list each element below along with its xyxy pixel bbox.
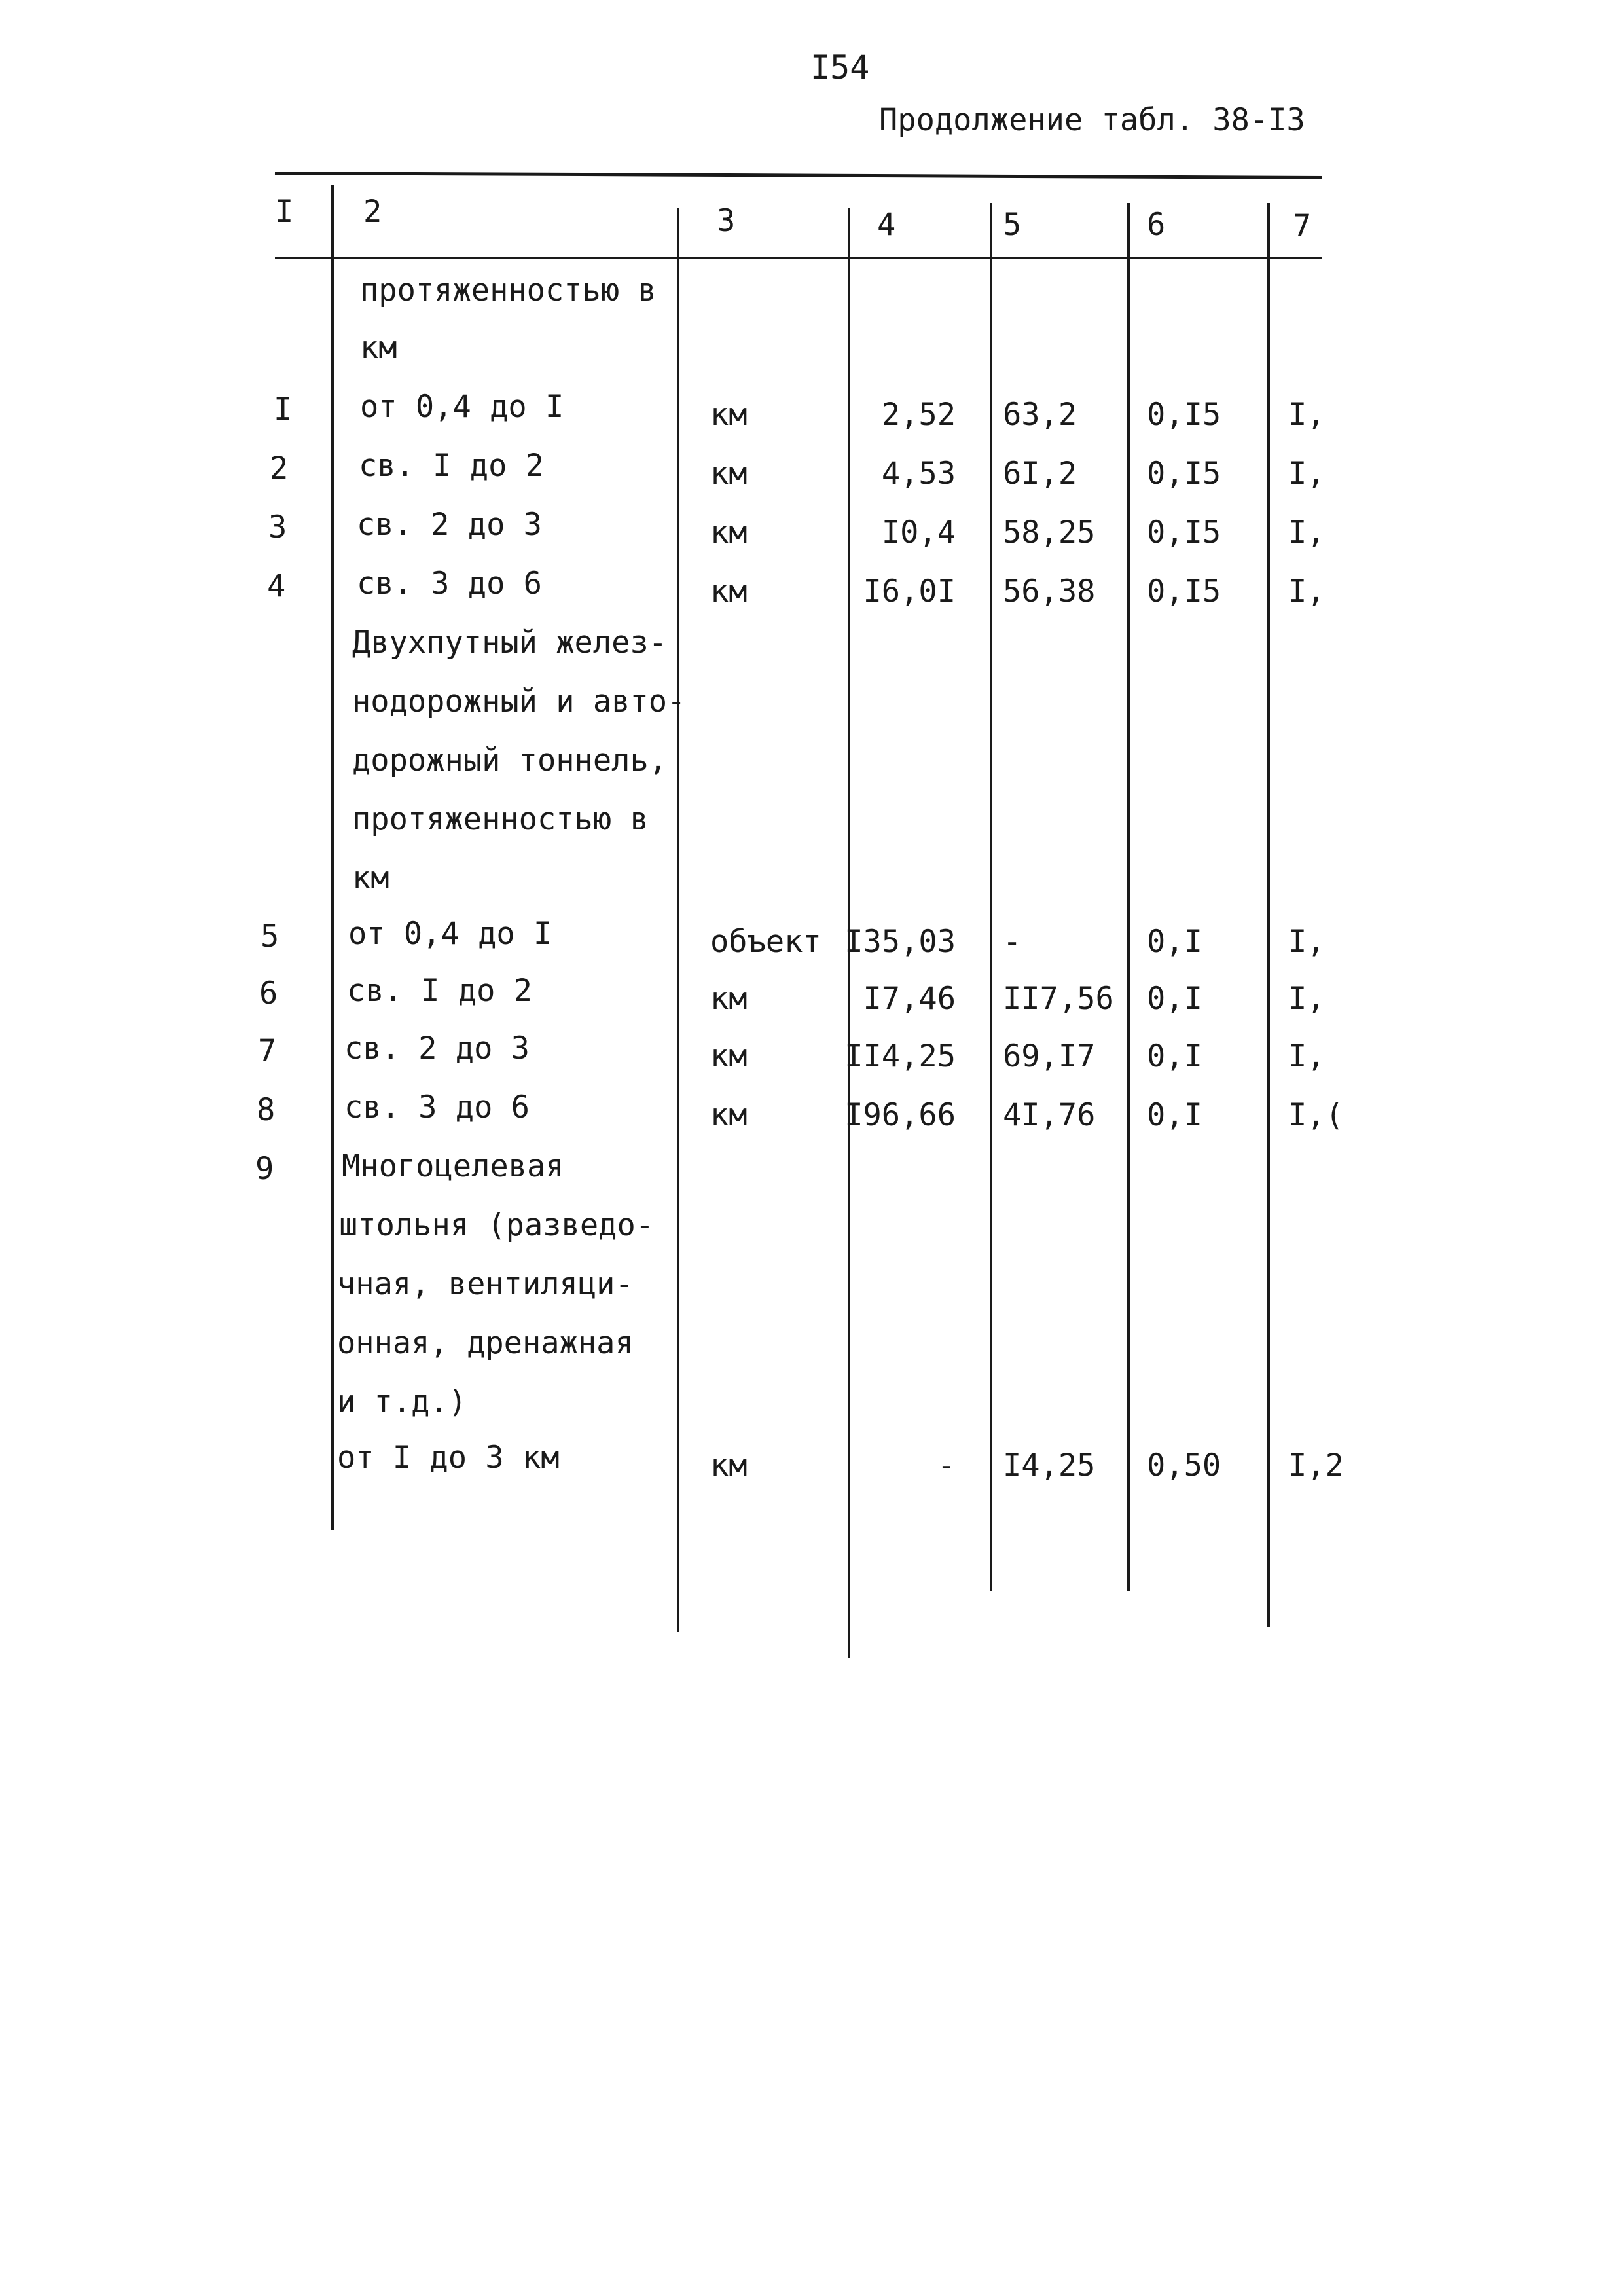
row-name: км [352,860,389,896]
row-name: протяженностью в [360,272,657,308]
cell-unit: км [710,574,748,610]
row-name: св. I до 2 [347,973,532,1009]
cell-c7: I, [1288,574,1326,610]
column-divider-1 [331,185,334,1530]
row-name: от 0,4 до I [348,916,552,952]
cell-unit: км [710,456,748,492]
cell-c6: 0,I [1147,981,1202,1017]
row-number: 9 [255,1151,274,1187]
cell-c5: I4,25 [1003,1448,1096,1484]
cell-c5: 58,25 [1003,515,1096,551]
cell-c4: II4,25 [844,1038,956,1074]
header-col-7: 7 [1293,208,1312,244]
row-number: 7 [258,1033,277,1069]
cell-c4: I35,03 [844,924,956,960]
cell-c7: I, [1288,924,1326,960]
cell-c6: 0,I5 [1147,574,1221,610]
cell-c5: - [1003,924,1022,960]
cell-unit: км [710,1097,748,1133]
row-name: св. 3 до 6 [344,1089,530,1125]
row-number: 2 [270,450,289,486]
cell-c6: 0,I5 [1147,397,1221,433]
cell-c4: I96,66 [844,1097,956,1133]
row-name: онная, дренажная [337,1325,634,1361]
cell-unit: км [710,515,748,551]
row-name: дорожный тоннель, [352,742,668,778]
cell-c7: I, [1288,397,1326,433]
cell-c7: I, [1288,981,1326,1017]
column-divider-6 [1267,203,1270,1627]
row-name: нодорожный и авто- [352,683,686,720]
cell-unit: км [710,981,748,1017]
table-continuation-caption: Продолжение табл. 38-I3 [879,102,1305,138]
header-col-1: I [275,194,294,230]
row-number: 8 [257,1092,276,1128]
row-name: Двухпутный желез- [352,625,668,661]
cell-c4: I6,0I [863,574,956,610]
row-number: 3 [268,509,287,545]
row-name: от 0,4 до I [360,389,564,425]
header-bottom-rule [275,257,1322,259]
cell-unit: км [710,1448,748,1484]
cell-c6: 0,I5 [1147,515,1221,551]
row-number: 5 [261,919,280,955]
cell-c4: I0,4 [881,515,956,551]
row-name: и т.д.) [337,1384,467,1420]
cell-c4: - [937,1448,956,1484]
cell-c6: 0,I [1147,1097,1202,1133]
row-name: св. 2 до 3 [357,507,542,543]
row-name: св. I до 2 [359,448,544,484]
column-divider-5 [1127,203,1130,1591]
column-divider-2 [677,208,679,1632]
header-col-3: 3 [717,203,736,239]
row-name: чная, вентиляци- [337,1266,634,1302]
cell-c6: 0,I5 [1147,456,1221,492]
cell-c7: I, [1288,515,1326,551]
cell-c7: I, [1288,1038,1326,1074]
row-name: от I до 3 км [337,1440,560,1476]
cell-unit: объект [710,924,821,960]
header-col-5: 5 [1003,207,1022,243]
table-top-rule [275,172,1322,179]
cell-c5: 56,38 [1003,574,1096,610]
cell-c6: 0,I [1147,924,1202,960]
header-col-4: 4 [877,207,896,243]
row-name: св. 3 до 6 [357,566,542,602]
cell-c5: II7,56 [1003,981,1114,1017]
header-col-2: 2 [363,194,382,230]
cell-c4: 2,52 [881,397,956,433]
column-divider-4 [990,203,992,1591]
cell-c7: I,( [1288,1097,1344,1133]
row-name: протяженностью в [352,801,649,837]
row-name: км [360,330,397,366]
row-number: 6 [259,975,278,1011]
cell-c6: 0,50 [1147,1448,1221,1484]
row-name: Многоцелевая [342,1148,564,1184]
cell-c5: 63,2 [1003,397,1077,433]
cell-c5: 6I,2 [1003,456,1077,492]
row-number: I [274,392,293,428]
cell-c7: I, [1288,456,1326,492]
row-name: св. 2 до 3 [344,1030,530,1066]
cell-unit: км [710,1038,748,1074]
cell-c7: I,2 [1288,1448,1344,1484]
cell-c5: 69,I7 [1003,1038,1096,1074]
page-number: I54 [810,48,870,86]
cell-unit: км [710,397,748,433]
cell-c6: 0,I [1147,1038,1202,1074]
header-col-6: 6 [1147,207,1166,243]
cell-c4: 4,53 [881,456,956,492]
row-number: 4 [267,568,286,604]
cell-c4: I7,46 [863,981,956,1017]
cell-c5: 4I,76 [1003,1097,1096,1133]
row-name: штольня (разведо- [339,1207,655,1243]
